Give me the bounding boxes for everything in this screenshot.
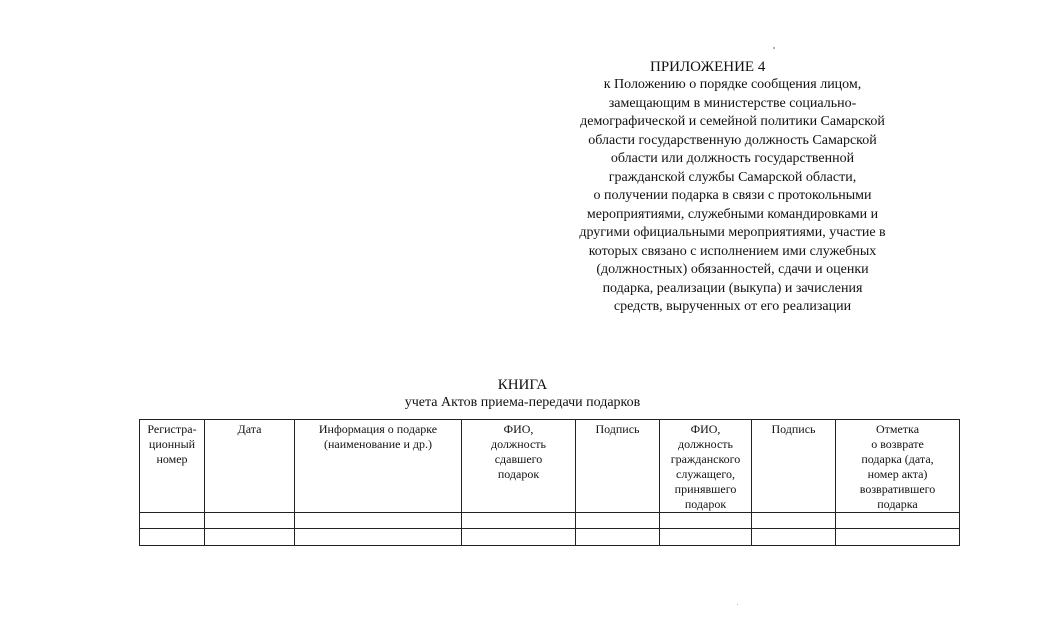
appendix-title: ПРИЛОЖЕНИЕ 4 [650,59,766,75]
table-cell [836,529,960,546]
table-row [140,529,960,546]
table-cell [205,529,295,546]
table-cell [576,529,660,546]
appendix-line: (должностных) обязанностей, сдачи и оценки [596,262,869,277]
table-cell [576,513,660,529]
appendix-line: подарка, реализации (выкупа) и зачисления [602,280,863,296]
register-table-wrapper [139,419,936,549]
col-header-signature: Подпись [576,420,660,513]
appendix-line: гражданской службы Самарской области, [608,169,857,185]
appendix-line: области или должность государственной [610,151,855,166]
scan-speck [737,604,738,605]
table-cell [836,513,960,529]
appendix-line: к Положению о порядке сообщения лицом, [603,77,862,92]
table-cell [752,529,836,546]
appendix-block [560,58,905,317]
table-row [140,513,960,529]
table-cell [660,513,752,529]
col-header-receiver: ФИО, должность гражданского служащего, принявшего подарок [660,420,752,513]
appendix-line: демографической и семейной политики Самарской [580,114,885,129]
col-header-return-mark: Отметка о возврате подарка (дата, номер акта) возвратившего подарка [836,420,960,513]
appendix-line: замещающим в министерстве социально- [608,95,857,111]
col-header-registration-number: Регистра- ционный номер [140,420,205,513]
appendix-line: другими официальными мероприятиями, участие в [579,225,886,240]
table-cell [205,513,295,529]
appendix-line: средств, вырученных от его реализации [613,299,852,314]
appendix-line: мероприятиями, служебными командировками и [586,206,879,222]
book-title: КНИГА [497,377,548,393]
table-cell [462,529,576,546]
col-header-signature: Подпись [752,420,836,513]
appendix-text [560,76,905,317]
scan-speck [773,47,775,49]
appendix-line: которых связано с исполнением ими служебных [588,243,877,259]
col-header-giver: ФИО, должность сдавшего подарок [462,420,576,513]
appendix-line: области государственную должность Самарской [588,132,877,148]
table-cell [660,529,752,546]
col-header-date: Дата [205,420,295,513]
register-table [139,419,960,546]
table-cell [295,529,462,546]
table-cell [462,513,576,529]
book-subtitle: учета Актов приема-передачи подарков [404,395,641,410]
col-header-gift-info: Информация о подарке (наименование и др.) [295,420,462,513]
table-header-row [140,420,960,513]
table-cell [140,513,205,529]
table-cell [752,513,836,529]
table-cell [140,529,205,546]
table-cell [295,513,462,529]
appendix-line: о получении подарка в связи с протокольными [593,188,872,203]
